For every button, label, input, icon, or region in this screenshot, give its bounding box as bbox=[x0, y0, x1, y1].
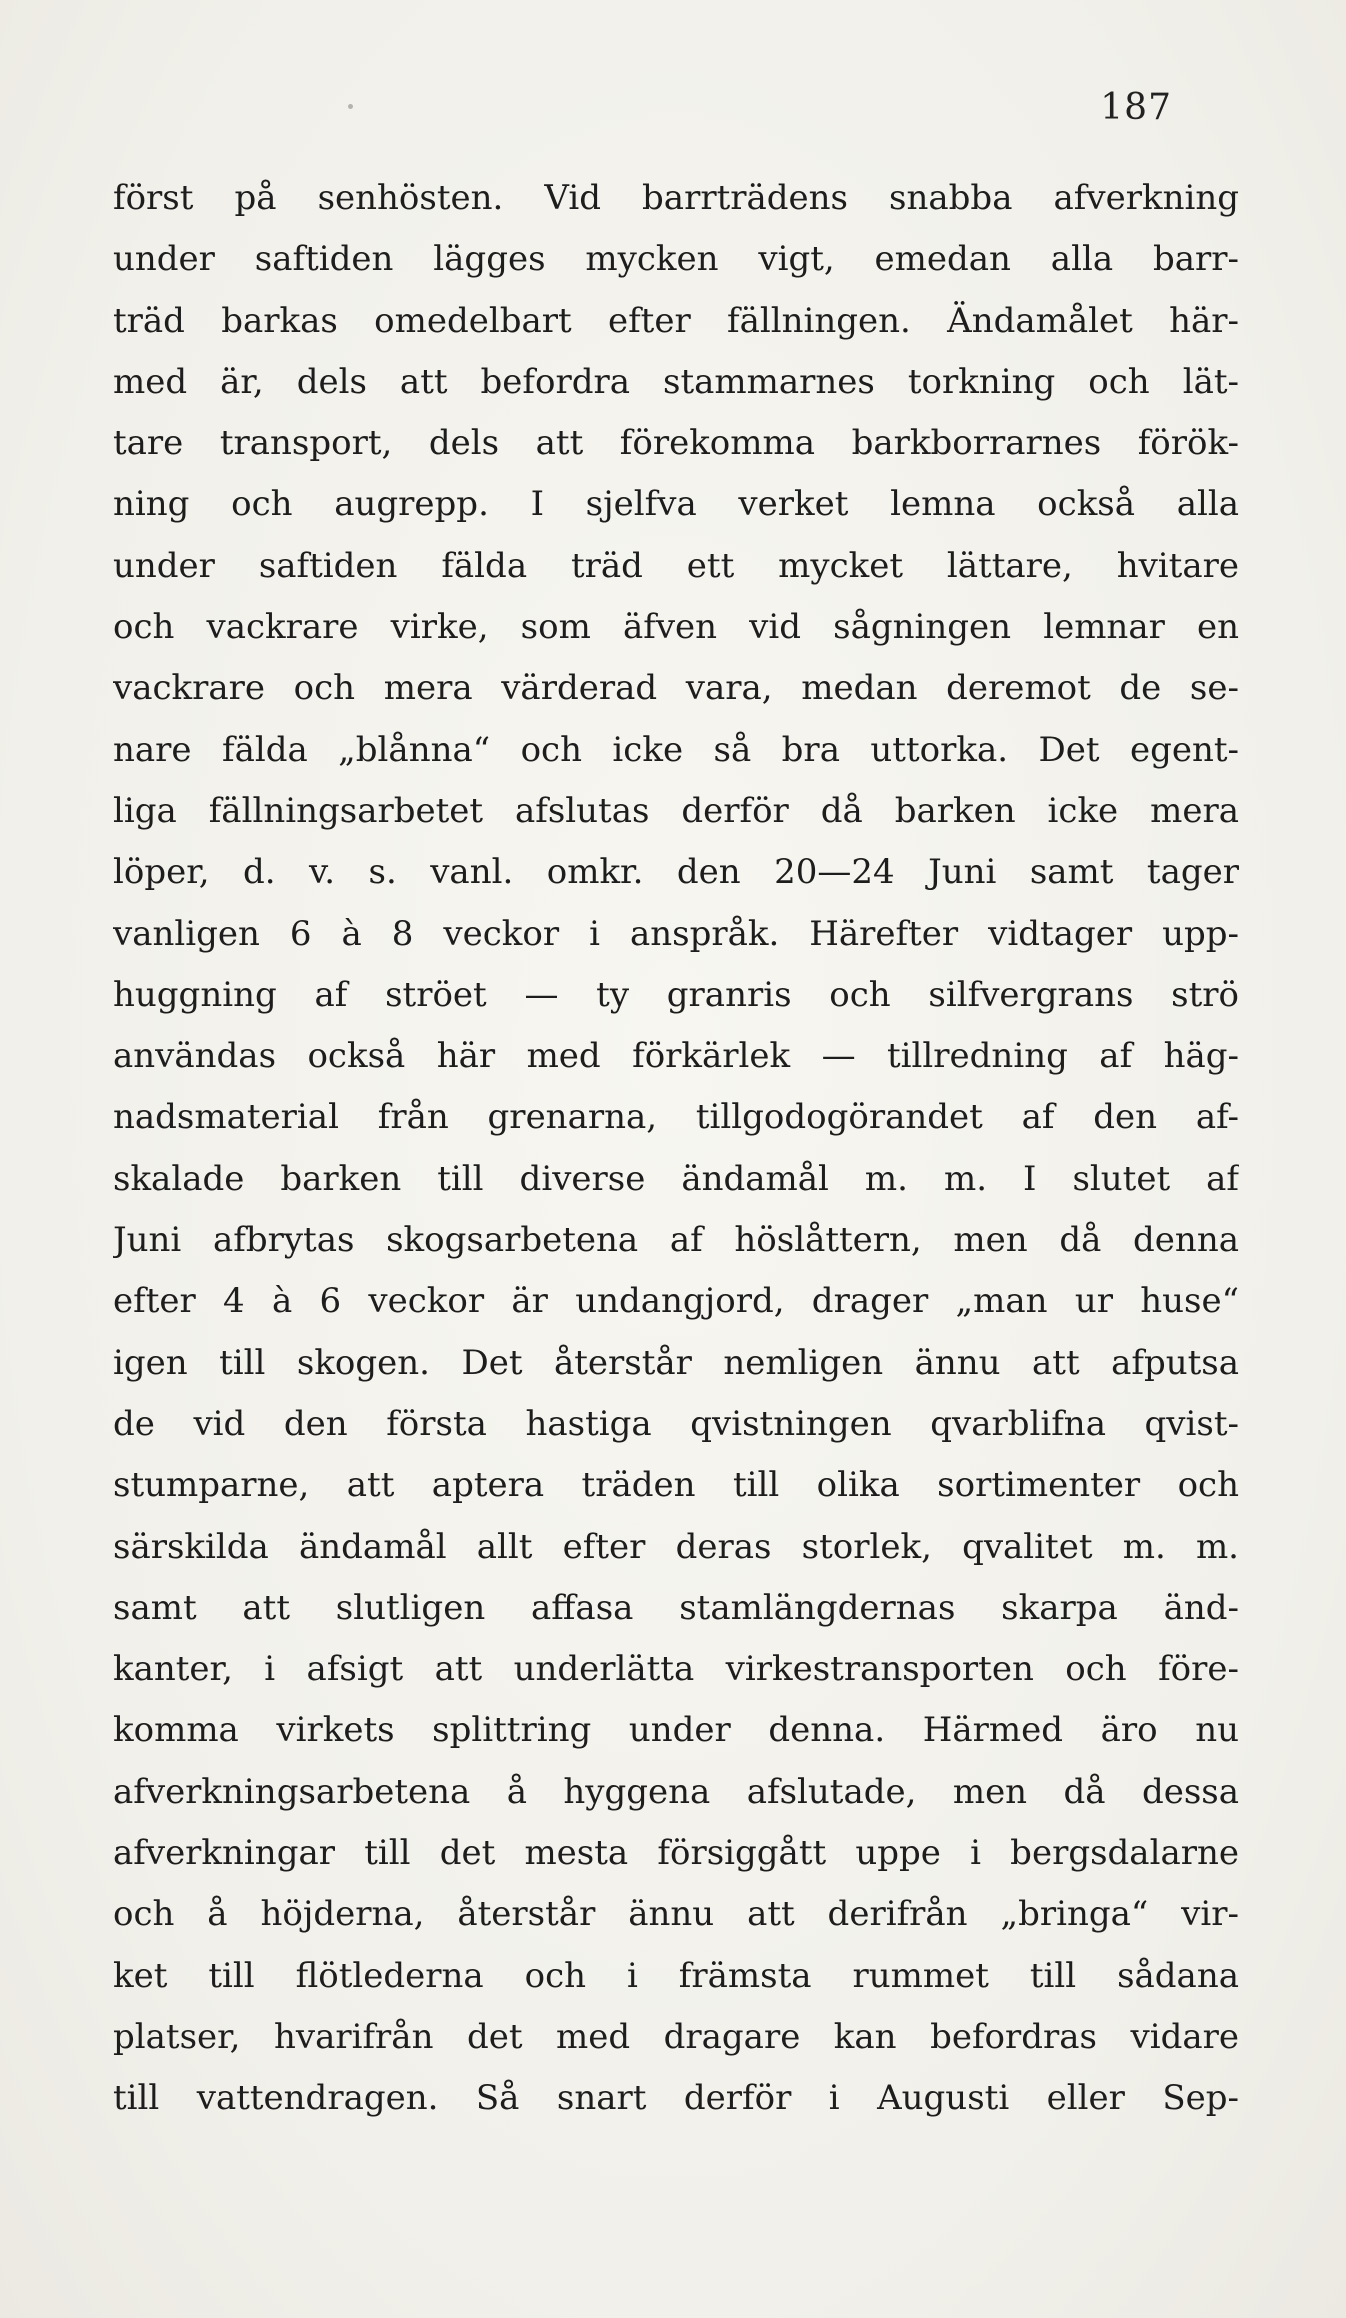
body-text bbox=[113, 168, 1239, 2130]
text-line: användas också här med förkärlek — tillredning af häg- bbox=[113, 1036, 1239, 1077]
text-line: löper, d. v. s. vanl. omkr. den 20—24 Juni samt tager bbox=[113, 852, 1239, 893]
text-line: vanligen 6 à 8 veckor i anspråk. Härefter vidtager upp- bbox=[113, 913, 1239, 954]
text-line: nadsmaterial från grenarna, tillgodogörandet af den af- bbox=[113, 1097, 1239, 1138]
text-line: stumparne, att aptera träden till olika sortimenter och bbox=[113, 1465, 1239, 1506]
page-number: 187 bbox=[1100, 87, 1172, 128]
text-line: Juni afbrytas skogsarbetena af höslåttern, men då denna bbox=[113, 1220, 1239, 1261]
text-line: under saftiden lägges mycken vigt, emedan alla barr- bbox=[113, 239, 1239, 280]
text-line: under saftiden fälda träd ett mycket lättare, hvitare bbox=[113, 545, 1239, 586]
text-line: afverkningsarbetena å hyggena afslutade, men då dessa bbox=[113, 1771, 1239, 1812]
text-line: och å höjderna, återstår ännu att derifrån „bringa“ vir- bbox=[113, 1894, 1239, 1935]
text-line: med är, dels att befordra stammarnes torkning och lät- bbox=[113, 361, 1239, 402]
text-line: först på senhösten. Vid barrträdens snabba afverkning bbox=[113, 178, 1239, 218]
text-line: till vattendragen. Så snart derför i Augusti eller Sep- bbox=[113, 2078, 1239, 2119]
text-line: nare fälda „blånna“ och icke så bra uttorka. Det egent- bbox=[113, 729, 1239, 770]
text-line: de vid den första hastiga qvistningen qvarblifna qvist- bbox=[113, 1403, 1239, 1444]
text-line: igen till skogen. Det återstår nemligen ännu att afputsa bbox=[113, 1342, 1239, 1383]
text-line: kanter, i afsigt att underlätta virkestransporten och före- bbox=[113, 1649, 1239, 1690]
text-line: träd barkas omedelbart efter fällningen. Ändamålet här- bbox=[113, 300, 1239, 341]
text-line: huggning af ströet — ty granris och silfvergrans strö bbox=[113, 974, 1239, 1015]
page-speck bbox=[348, 104, 353, 109]
text-line: afverkningar till det mesta försiggått uppe i bergsdalarne bbox=[113, 1833, 1239, 1874]
text-line: och vackrare virke, som äfven vid sågningen lemnar en bbox=[113, 607, 1239, 648]
text-line: liga fällningsarbetet afslutas derför då barken icke mera bbox=[113, 790, 1239, 831]
text-line: särskilda ändamål allt efter deras storlek, qvalitet m. m. bbox=[113, 1526, 1239, 1567]
text-line: komma virkets splittring under denna. Härmed äro nu bbox=[113, 1710, 1239, 1751]
text-line: ning och augrepp. I sjelfva verket lemna också alla bbox=[113, 484, 1239, 525]
text-line: platser, hvarifrån det med dragare kan befordras vidare bbox=[113, 2016, 1239, 2057]
text-line: vackrare och mera värderad vara, medan deremot de se- bbox=[113, 668, 1239, 709]
text-line: tare transport, dels att förekomma barkborrarnes förök- bbox=[113, 423, 1239, 464]
text-line: ket till flötlederna och i främsta rummet till sådana bbox=[113, 1955, 1239, 1996]
text-line: samt att slutligen affasa stamlängdernas skarpa änd- bbox=[113, 1587, 1239, 1628]
text-line: efter 4 à 6 veckor är undangjord, drager „man ur huse“ bbox=[113, 1281, 1239, 1322]
text-line: skalade barken till diverse ändamål m. m. I slutet af bbox=[113, 1158, 1239, 1199]
